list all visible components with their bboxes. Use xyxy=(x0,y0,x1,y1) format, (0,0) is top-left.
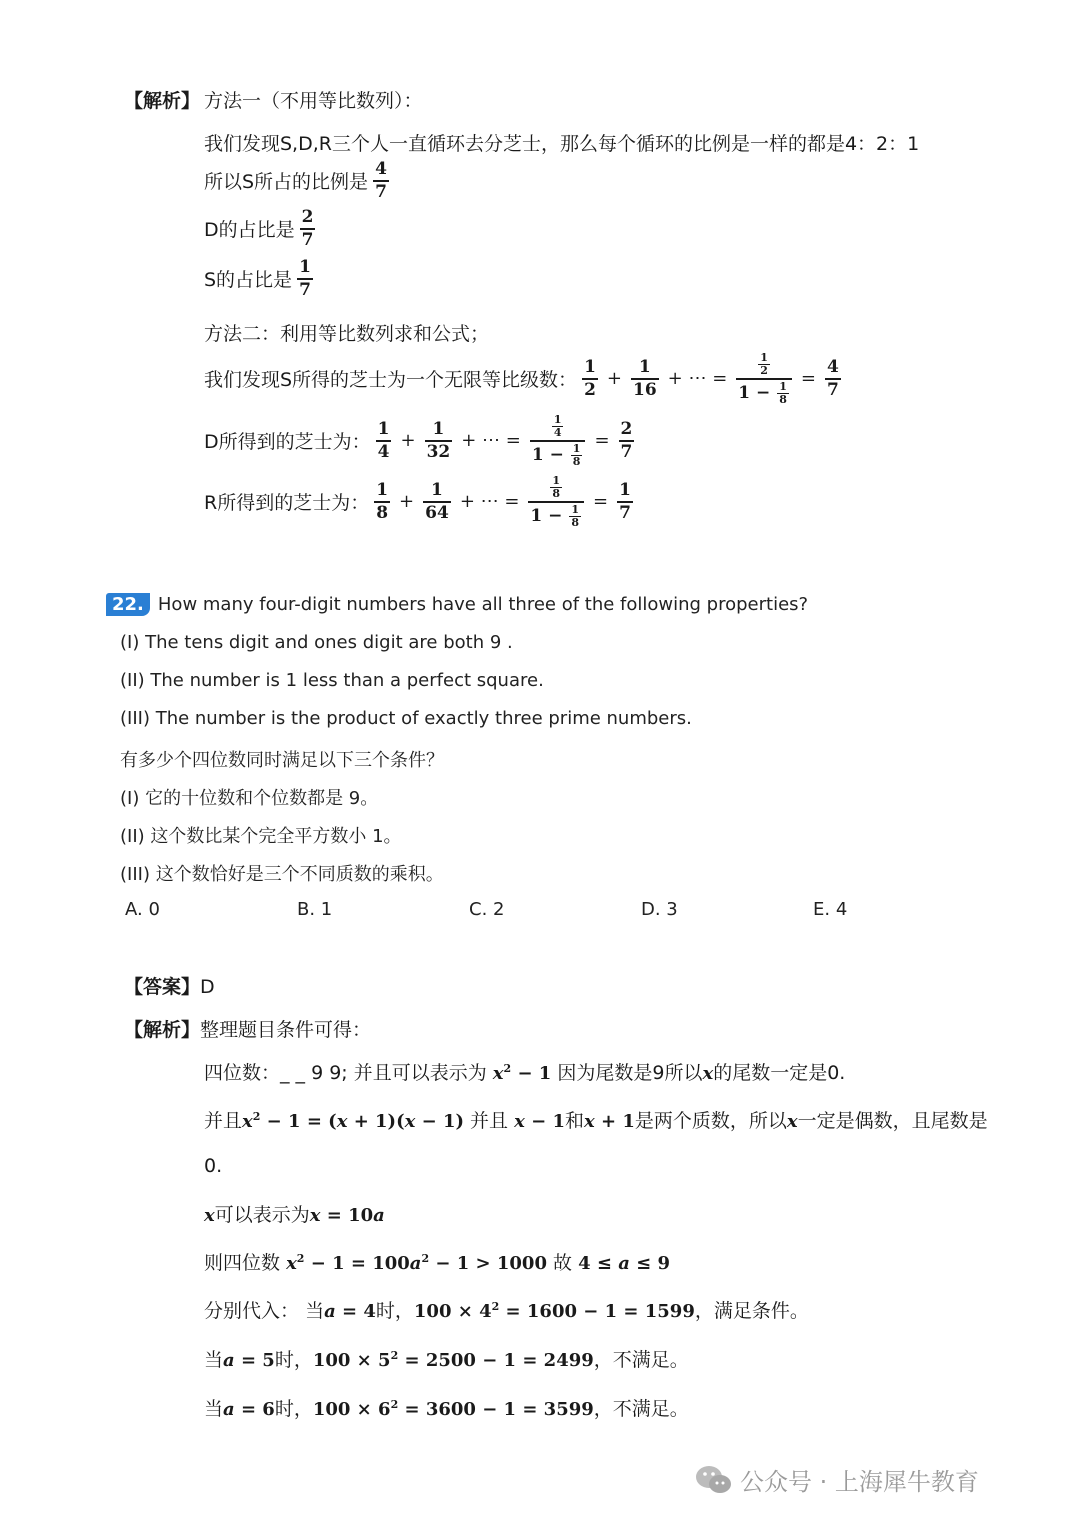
text-line: 我们发现S,D,R三个人一直循环去分芝士，那么每个循环的比例是一样的都是4：2：1 xyxy=(204,133,920,155)
analysis-line-3: 0. xyxy=(204,1155,223,1177)
text-line: D所得到的芝士为： xyxy=(204,431,371,454)
property-2-cn: (II) 这个数比某个完全平方数小 1。 xyxy=(120,826,402,847)
analysis-line-1: 四位数：_ _ 9 9; 并且可以表示为 $x^2 - 1$ 因为尾数是9所以x的尾数一定是0. xyxy=(204,1062,846,1084)
analysis-label: 【解析】 xyxy=(124,90,201,112)
text-line: 所以S所占的比例是 xyxy=(204,171,369,194)
analysis-line-7: 当a = 5时，$100 \times 5^2 = 2500 - 1 = 2499$，不满足。 xyxy=(204,1349,689,1371)
text-line: D的占比是 xyxy=(204,219,295,242)
option-c: C. 2 xyxy=(469,899,505,920)
analysis-row xyxy=(124,1015,371,1042)
question-header xyxy=(106,593,808,616)
option-b: B. 1 xyxy=(297,899,333,920)
ratio-r xyxy=(204,258,318,300)
series-s: 我们发现S所得的芝士为一个无限等比级数： 1 2 + 1 16 + ⋯ = $\frac{1}{2}$ 1 − $\frac{1}{8}$ = 4 7 xyxy=(204,351,839,406)
option-a: A. 0 xyxy=(125,899,160,920)
series-r: R所得到的芝士为： 1 8 + 1 64 + ⋯ = $\frac{1}{8}$ 1 − $\frac{1}{8}$ = 1 7 xyxy=(204,474,631,529)
property-2: (II) The number is 1 less than a perfect square. xyxy=(120,670,544,691)
wechat-icon xyxy=(694,1463,734,1497)
analysis-line-5: 则四位数 $x^2 - 1 = 100a^2 - 1 > 1000$ 故 4 ≤ a ≤ 9 xyxy=(204,1252,671,1274)
text-line: 我们发现S所得的芝士为一个无限等比级数： xyxy=(204,369,578,392)
method-two: 方法二：利用等比数列求和公式； xyxy=(204,323,490,345)
analysis-line-8: 当a = 6时，$100 \times 6^2 = 3600 - 1 = 3599$，不满足。 xyxy=(204,1398,689,1420)
property-3-cn: (III) 这个数恰好是三个不同质数的乘积。 xyxy=(120,864,444,885)
analysis-line-2: 并且$x^2 - 1 = (x + 1)(x - 1)$ 并且 x − 1和x + 1是两个质数，所以x一定是偶数，且尾数是 xyxy=(204,1110,988,1132)
option-d: D. 3 xyxy=(641,899,678,920)
question-stem-cn: 有多少个四位数同时满足以下三个条件？ xyxy=(120,750,444,771)
ratio-s xyxy=(204,160,394,202)
option-e: E. 4 xyxy=(813,899,848,920)
text-line: S的占比是 xyxy=(204,269,293,292)
footer-text: 公众号 · 上海犀牛教育 xyxy=(740,1468,979,1496)
text-line: R所得到的芝士为： xyxy=(204,492,370,515)
property-1: (I) The tens digit and ones digit are both 9 . xyxy=(120,632,513,653)
question-number: 22. xyxy=(106,593,150,616)
property-1-cn: (I) 它的十位数和个位数都是 9。 xyxy=(120,788,379,809)
series-d: D所得到的芝士为： 1 4 + 1 32 + ⋯ = $\frac{1}{4}$ 1 − $\frac{1}{8}$ = 2 7 xyxy=(204,413,633,468)
answer-row xyxy=(124,972,215,999)
answer-value: D xyxy=(200,976,215,998)
analysis-intro: 整理题目条件可得： xyxy=(200,1019,372,1041)
method-one: 方法一（不用等比数列）： xyxy=(204,90,423,112)
ratio-d xyxy=(204,208,320,250)
fraction: 1 7 xyxy=(299,257,311,300)
fraction: 2 7 xyxy=(301,207,314,250)
fraction: 4 7 xyxy=(375,159,387,202)
analysis-line-4: x可以表示为x = 10a xyxy=(204,1204,385,1226)
question-stem: How many four-digit numbers have all three of the following properties? xyxy=(157,594,809,615)
analysis-line-6: 分别代入： 当a = 4时，$100 \times 4^2 = 1600 - 1 = 1599$，满足条件。 xyxy=(204,1300,809,1322)
property-3: (III) The number is the product of exactly three prime numbers. xyxy=(120,708,692,729)
analysis-label: 【解析】 xyxy=(124,1019,201,1041)
answer-label: 【答案】 xyxy=(124,976,201,998)
footer-watermark xyxy=(694,1462,979,1497)
